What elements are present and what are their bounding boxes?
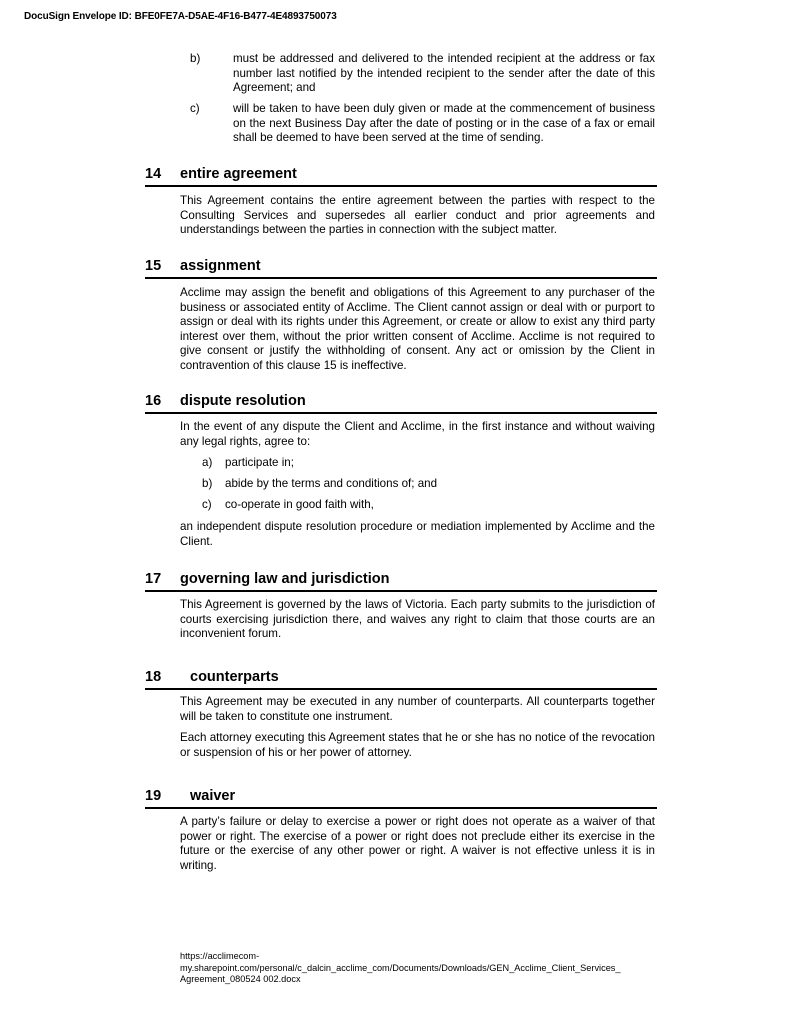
footer-line: my.sharepoint.com/personal/c_dalcin_acclime_com/Documents/Downloads/GEN_Acclime_Client_Services_ (180, 962, 621, 973)
section-paragraph: This Agreement contains the entire agreement between the parties with respect to the Consulting Services and supersedes all earlier conduct and prior agreements and understandings between the parties in connection with the subject matter. (180, 194, 655, 237)
section-heading-16 (145, 393, 657, 414)
section-paragraph: This Agreement is governed by the laws of Victoria. Each party submits to the jurisdiction of courts exercising jurisdiction there, and waives any right to claim that those courts are an inconvenient forum. (180, 598, 655, 641)
section-heading-14 (145, 166, 657, 187)
section-title: counterparts (190, 669, 279, 685)
section-heading-15 (145, 258, 657, 279)
list-item-label: a) (202, 456, 213, 469)
section-number: 19 (145, 788, 162, 804)
section-title: assignment (180, 258, 261, 274)
section-heading-19 (145, 788, 657, 809)
list-item-text: abide by the terms and conditions of; and (225, 477, 438, 490)
section-title: governing law and jurisdiction (180, 571, 390, 587)
section-paragraph: A party’s failure or delay to exercise a power or right does not operate as a waiver of that power or right. The exercise of a power or right does not preclude either its exercise in the future or the exercise of any other power or right. A waiver is not effective unless it is in writing. (180, 815, 655, 872)
list-item-label: c) (190, 102, 200, 115)
list-item-text: participate in; (225, 456, 294, 469)
section-heading-18 (145, 669, 657, 690)
section-title: entire agreement (180, 166, 297, 182)
list-item-text: will be taken to have been duly given or made at the commencement of business on the next Business Day after the date of posting or in the case of a fax or email shall be deemed to have been served at the time of sending. (233, 102, 655, 145)
docusign-envelope-id: DocuSign Envelope ID: BFE0FE7A-D5AE-4F16-B477-4E4893750073 (24, 11, 337, 22)
section-number: 15 (145, 258, 162, 274)
document-footer-path (180, 951, 660, 986)
section-heading-17 (145, 571, 657, 592)
section-paragraph: In the event of any dispute the Client and Acclime, in the first instance and without waiving any legal rights, agree to: (180, 420, 655, 448)
section-number: 18 (145, 669, 162, 685)
section-number: 17 (145, 571, 162, 587)
list-item-label: b) (190, 52, 201, 65)
footer-line: Agreement_080524 002.docx (180, 974, 301, 985)
section-title: dispute resolution (180, 393, 306, 409)
section-paragraph: Acclime may assign the benefit and obligations of this Agreement to any purchaser of the business or associated entity of Acclime. The Client cannot assign or deal with or purport to assign or deal with its rights under this Agreement, or create or allow to exist any third party interest over them, without the prior written consent of Acclime. Acclime is not required to give consent or justify the withholding of consent. Any act or omission by the Client in contravention of this clause 15 is ineffective. (180, 286, 655, 372)
list-item-text: must be addressed and delivered to the intended recipient at the address or fax number last notified by the intended recipient to the sender after the date of this Agreement; and (233, 52, 655, 95)
footer-line: https://acclimecom- (180, 951, 260, 961)
section-paragraph: Each attorney executing this Agreement states that he or she has no notice of the revocation or suspension of his or her power of attorney. (180, 731, 655, 759)
section-number: 16 (145, 393, 162, 409)
section-paragraph: an independent dispute resolution procedure or mediation implemented by Acclime and the Client. (180, 520, 655, 548)
section-paragraph: This Agreement may be executed in any number of counterparts. All counterparts together will be taken to constitute one instrument. (180, 695, 655, 723)
list-item-label: c) (202, 498, 212, 511)
section-title: waiver (190, 788, 236, 804)
list-item-label: b) (202, 477, 213, 490)
section-number: 14 (145, 166, 162, 182)
list-item-text: co-operate in good faith with, (225, 498, 374, 511)
